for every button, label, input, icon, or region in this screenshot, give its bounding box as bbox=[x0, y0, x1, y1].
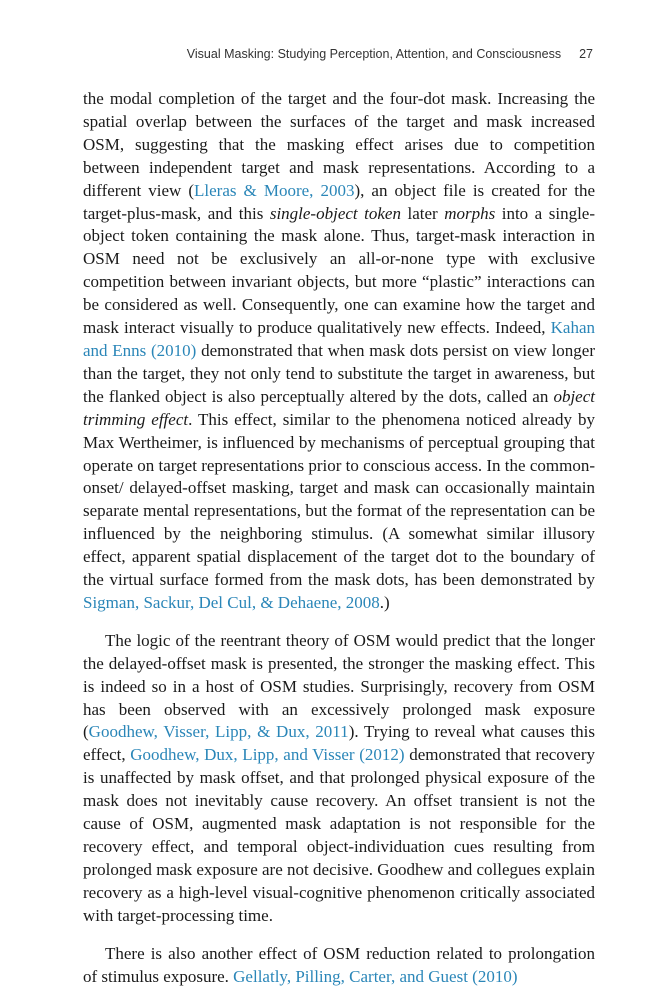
citation-link[interactable]: Lleras & Moore, 2003 bbox=[194, 180, 355, 200]
paragraph bbox=[83, 630, 595, 928]
text-run: demonstrated that when mask dots persist on view longer than the target, they not only tend to substitute the target in awareness, but the flanked object is also perceptually altered by the dots, called an bbox=[83, 340, 595, 406]
text-run: . This effect, similar to the phenomena noticed already by Max Wertheimer, is influenced by mechanisms of perceptual grouping that operate on target representations prior to conscious access. In the common-onset/ delayed-offset masking, target and mask can occasionally maintain separate mental representations, but the format of the representation can be influenced by the neighboring stimulus. (A somewhat similar illusory effect, apparent spatial displacement of the target dot to the boundary of the virtual surface formed from the mask dots, has been demonstrated by bbox=[83, 409, 595, 590]
page-number: 27 bbox=[579, 47, 593, 61]
paragraph bbox=[83, 943, 595, 989]
italic-term: object trimming effect bbox=[83, 386, 595, 429]
text-run: There is also another effect of OSM reduction related to prolongation of stimulus exposure. bbox=[83, 943, 595, 986]
text-run: ). Trying to reveal what causes this effect, bbox=[83, 722, 596, 765]
text-run: The logic of the reentrant theory of OSM would predict that the longer the delayed-offset mask is presented, the stronger the masking effect. This is indeed so in a host of OSM studies. Surprisingly, recovery from OSM has been observed with an excessively prolonged mask exposure ( bbox=[83, 630, 595, 742]
running-header bbox=[80, 47, 593, 61]
text-run: .) bbox=[379, 592, 390, 612]
text-run: the modal completion of the target and the four-dot mask. Increasing the spatial overlap between the surfaces of the target and mask increased OSM, suggesting that the masking effect arises due to competition between independent target and mask representations. According to a different view ( bbox=[83, 89, 595, 200]
text-run: demonstrated that recovery is unaffected by mask offset, and that prolonged physical exposure of the mask does not inevitably cause recovery. An offset transient is not the cause of OSM, augmented mask adaptation is not responsible for the recovery effect, and temporal object-individuation cues resulting from prolonged mask exposure are not decisive. Goodhew and collegues explain recovery as a high-level visual-cognitive phenomenon critically associated with target-processing time. bbox=[83, 745, 596, 925]
citation-link[interactable]: Goodhew, Visser, Lipp, & Dux, 2011 bbox=[88, 722, 349, 742]
italic-term: single-object token bbox=[269, 203, 401, 223]
italic-term: morphs bbox=[444, 203, 496, 223]
citation-link[interactable]: Gellatly, Pilling, Carter, and Guest (2010) bbox=[233, 966, 518, 986]
citation-link[interactable]: Goodhew, Dux, Lipp, and Visser (2012) bbox=[130, 745, 405, 765]
body-text bbox=[83, 88, 595, 1003]
paragraph bbox=[83, 88, 595, 615]
citation-link[interactable]: Kahan and Enns (2010) bbox=[83, 318, 595, 360]
text-run: later bbox=[400, 203, 445, 223]
running-title: Visual Masking: Studying Perception, Attention, and Consciousness bbox=[186, 47, 562, 61]
citation-link[interactable]: Sigman, Sackur, Del Cul, & Dehaene, 2008 bbox=[83, 592, 380, 612]
text-run: ), an object file is created for the target-plus-mask, and this bbox=[83, 180, 595, 223]
text-run: into a single-object token containing the mask alone. Thus, target-mask interaction in OSM need not be exclusively an all-or-none type with exclusive competition between invariant objects, but more “plastic” interactions can be considered as well. Consequently, one can examine how the target and mask interact visually to produce qualitatively new effects. Indeed, bbox=[83, 203, 596, 338]
